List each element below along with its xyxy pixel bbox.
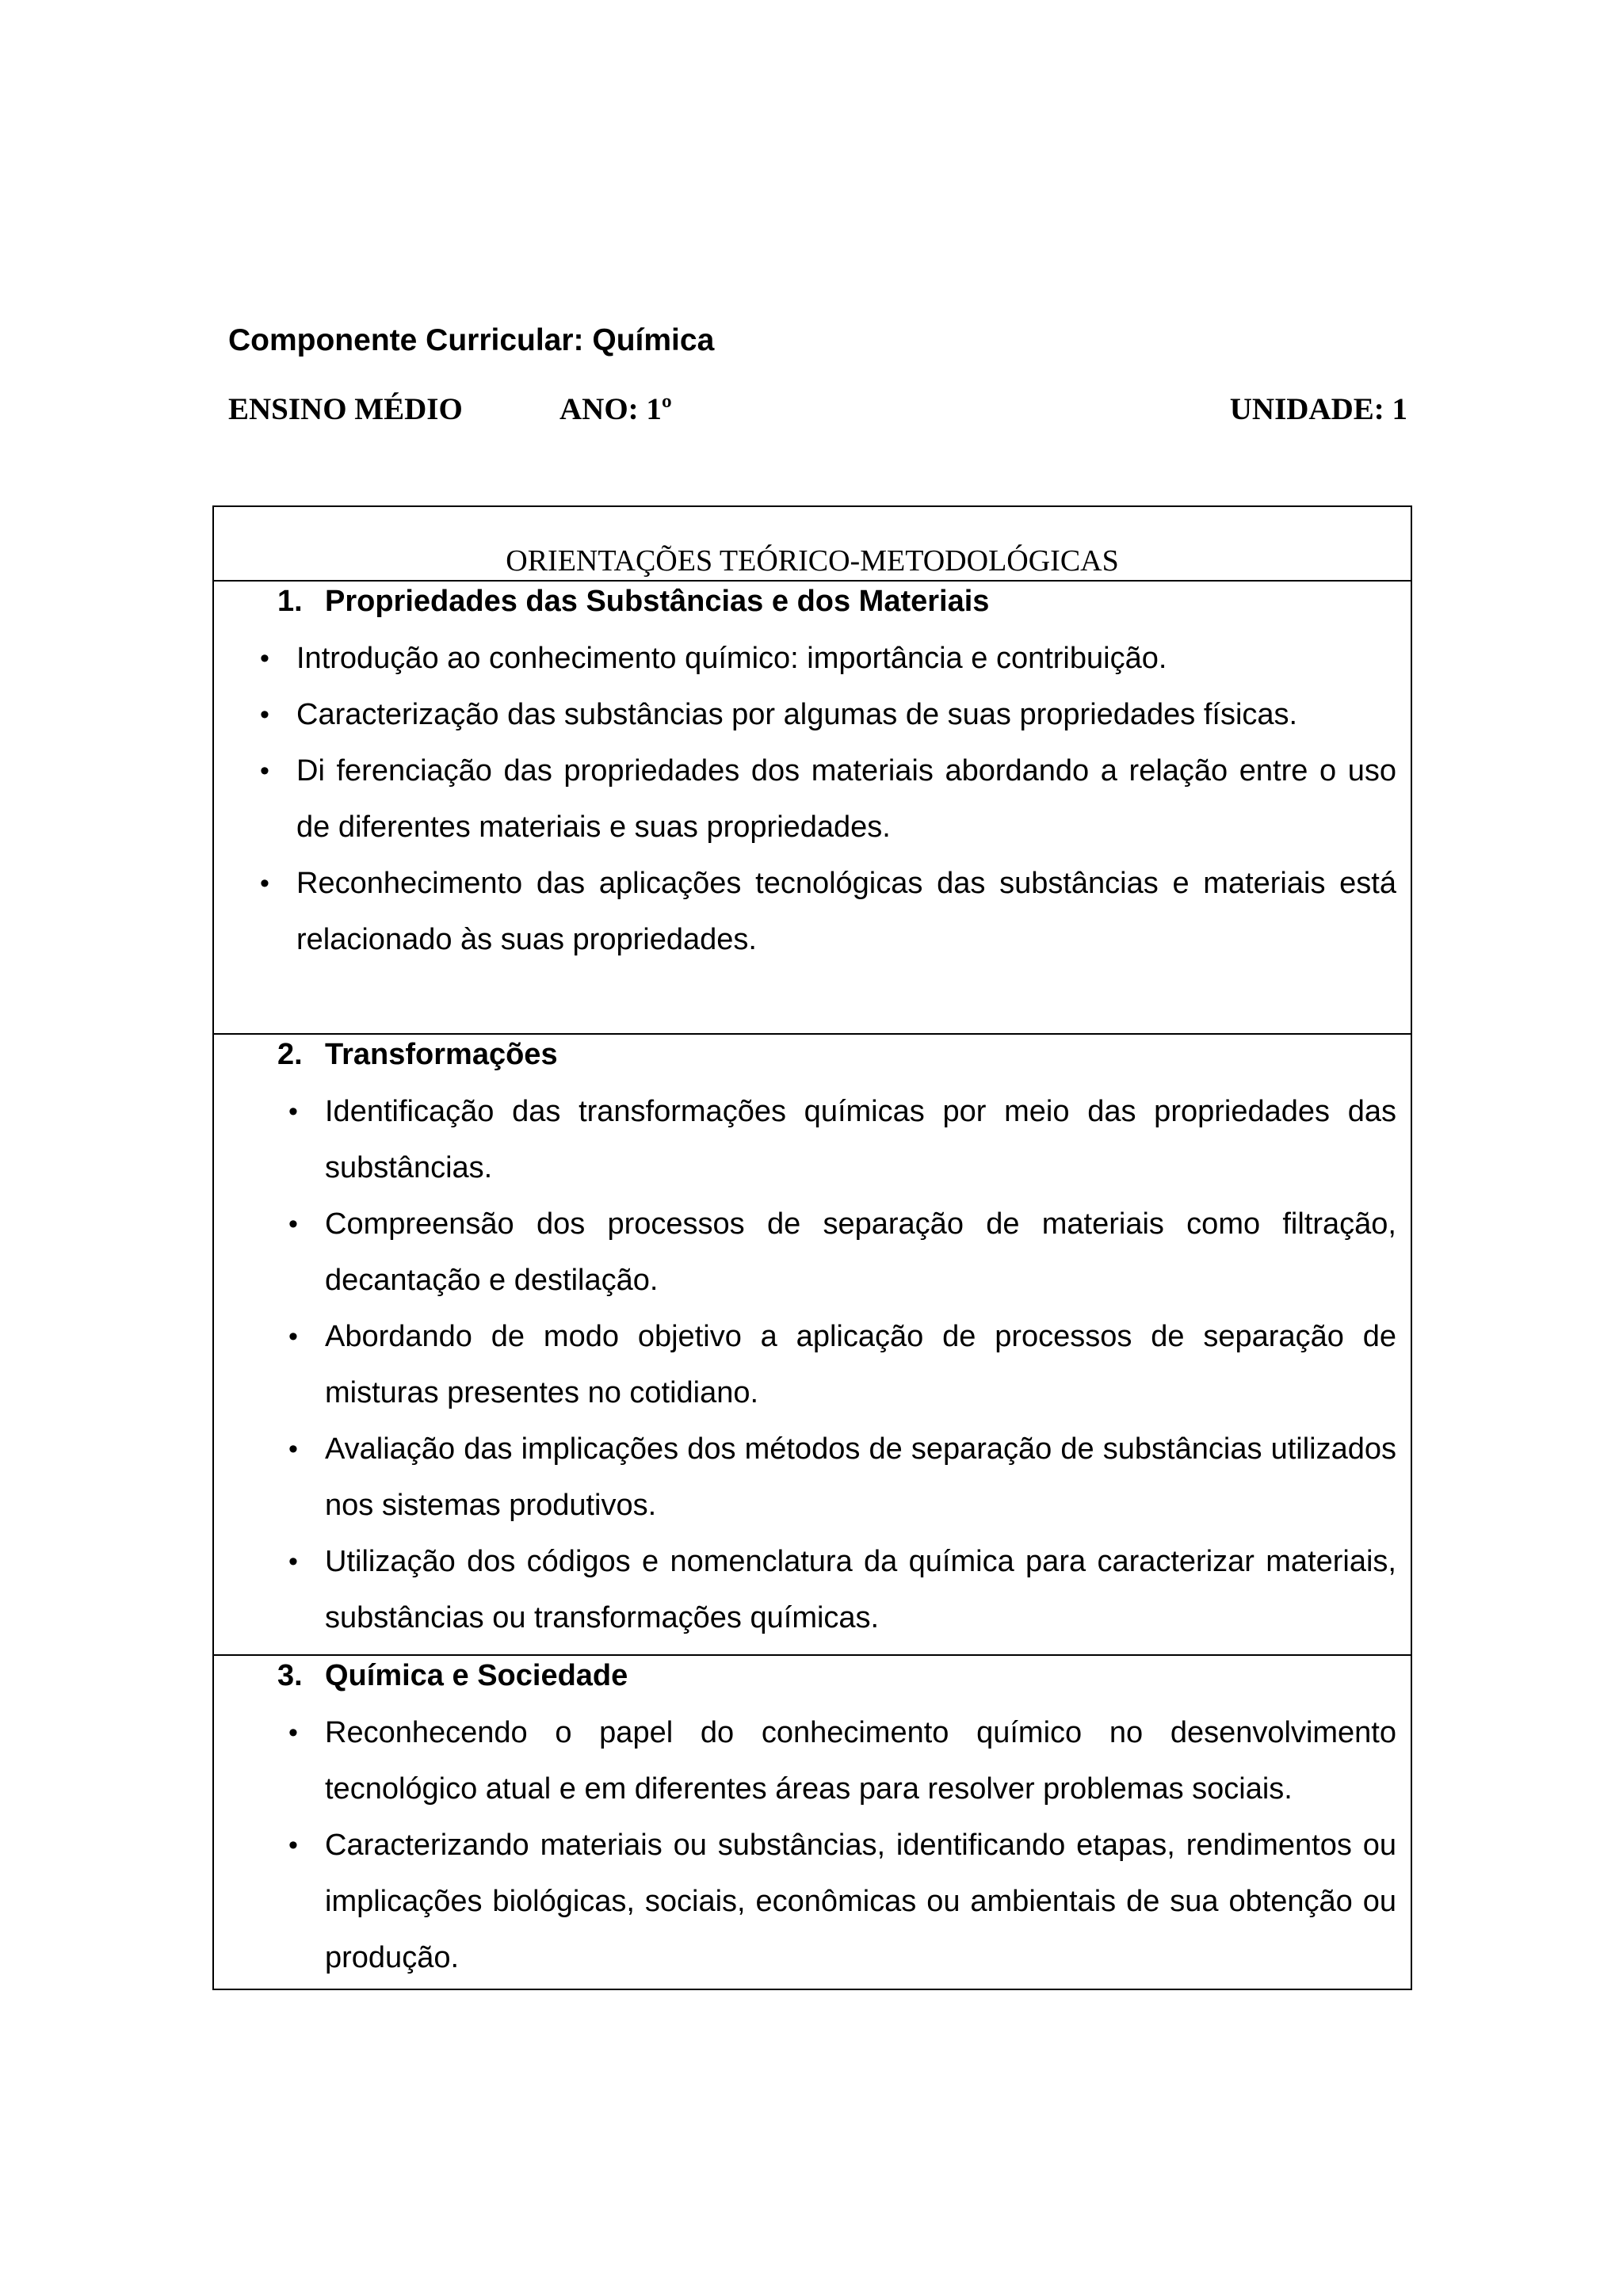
bullet-icon: • <box>288 1718 298 1748</box>
education-level: ENSINO MÉDIO <box>228 392 463 426</box>
list-item <box>288 1705 1396 1817</box>
bullet-icon: • <box>288 1830 298 1860</box>
list-item-text: Di ferenciação das propriedades dos materiais abordando a relação entre o uso de diferentes materiais e suas propriedades. <box>296 754 1396 844</box>
bullet-icon: • <box>288 1434 298 1464</box>
section-title: Transformações <box>325 1038 558 1071</box>
info-row <box>228 391 1407 431</box>
unit-number: UNIDADE: 1 <box>1229 392 1407 426</box>
list-item <box>288 1421 1396 1534</box>
list-item-text: Abordando de modo objetivo a aplicação de processos de separação de misturas presentes no cotidiano. <box>325 1320 1396 1409</box>
guidelines-title: ORIENTAÇÕES TEÓRICO-METODOLÓGICAS <box>506 544 1119 578</box>
section-heading <box>277 1027 558 1083</box>
bullet-list <box>260 631 1396 968</box>
bullet-icon: • <box>260 643 269 673</box>
list-item <box>288 1196 1396 1309</box>
list-item-text: Avaliação das implicações dos métodos de separação de substâncias utilizados nos sistemas produtivos. <box>325 1432 1396 1522</box>
list-item <box>260 856 1396 968</box>
list-item-text: Compreensão dos processos de separação de materiais como filtração, decantação e destilação. <box>325 1207 1396 1297</box>
list-item-text: Caracterização das substâncias por algumas de suas propriedades físicas. <box>296 698 1298 731</box>
bullet-icon: • <box>288 1209 298 1239</box>
list-item-text: Reconhecimento das aplicações tecnológicas das substâncias e materiais está relacionado às suas propriedades. <box>296 867 1396 956</box>
section-transformations <box>214 1035 1411 1656</box>
bullet-list <box>288 1705 1396 1986</box>
list-item <box>260 687 1396 743</box>
section-heading <box>277 574 989 630</box>
bullet-icon: • <box>260 868 269 898</box>
list-item <box>288 1817 1396 1986</box>
bullet-icon: • <box>288 1322 298 1352</box>
document-title: Componente Curricular: Química <box>228 323 715 357</box>
list-item-text: Utilização dos códigos e nomenclatura da química para caracterizar materiais, substâncias ou transformações químicas. <box>325 1545 1396 1634</box>
section-title: Propriedades das Substâncias e dos Materiais <box>325 585 990 618</box>
school-year: ANO: 1º <box>559 392 672 426</box>
guidelines-table <box>212 505 1412 1990</box>
list-item-text: Identificação das transformações químicas por meio das propriedades das substâncias. <box>325 1095 1396 1184</box>
section-number: 2. <box>277 1038 303 1071</box>
bullet-list <box>288 1084 1396 1646</box>
list-item <box>260 631 1396 687</box>
list-item <box>288 1534 1396 1646</box>
section-number: 3. <box>277 1659 303 1692</box>
section-title: Química e Sociedade <box>325 1659 628 1692</box>
guidelines-header <box>214 507 1411 582</box>
section-properties <box>214 582 1411 1035</box>
list-item-text: Introdução ao conhecimento químico: importância e contribuição. <box>296 642 1167 675</box>
section-heading <box>277 1648 628 1704</box>
list-item-text: Reconhecendo o papel do conhecimento químico no desenvolvimento tecnológico atual e em diferentes áreas para resolver problemas sociais. <box>325 1716 1396 1806</box>
bullet-icon: • <box>288 1547 298 1577</box>
bullet-icon: • <box>288 1097 298 1127</box>
section-number: 1. <box>277 585 303 618</box>
bullet-icon: • <box>260 700 269 730</box>
list-item <box>288 1084 1396 1196</box>
list-item <box>288 1309 1396 1421</box>
bullet-icon: • <box>260 756 269 786</box>
list-item <box>260 743 1396 856</box>
list-item-text: Caracterizando materiais ou substâncias, identificando etapas, rendimentos ou implicações biológicas, sociais, econômicas ou ambientais de sua obtenção ou produção. <box>325 1829 1396 1974</box>
section-chemistry-society <box>214 1656 1411 1989</box>
